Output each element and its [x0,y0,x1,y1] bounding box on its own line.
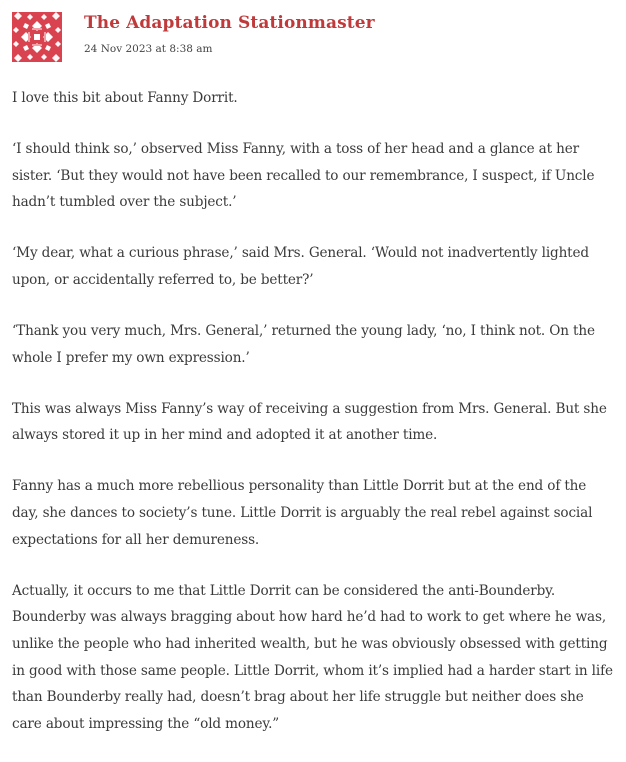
comment-paragraph: Actually, it occurs to me that Little Dorrit can be considered the anti-Bounderby. Bounderby was always bragging about how hard he’d had to work to get where he was, unlike the people who had inherited wealth, but he was obviously obsessed with getting in good with those same people. Little Dorrit, whom it’s implied had a harder start in life than Bounderby really had, doesn’t brag about her life struggle but neither does she care about impressing the “old money.” [12,582,613,732]
comment-paragraph: ‘I should think so,’ observed Miss Fanny, with a toss of her head and a glance at her sister. ‘But they would not have been recalled to our remembrance, I suspect, if Uncle hadn’t tumbled over the subject.’ [12,141,595,211]
comment-paragraph: I love this bit about Fanny Dorrit. [12,90,238,106]
comment-author-link[interactable]: The Adaptation Stationmaster [84,13,375,33]
comment [12,12,616,732]
comment-paragraph: This was always Miss Fanny’s way of receiving a suggestion from Mrs. General. But she always stored it up in her mind and adopted it at another time. [12,400,607,444]
comment-paragraph: ‘Thank you very much, Mrs. General,’ returned the young lady, ‘no, I think not. On the whole I prefer my own expression.’ [12,323,595,366]
comment-header [12,12,616,70]
comment-timestamp-link[interactable]: 24 Nov 2023 at 8:38 am [84,43,213,55]
comment-paragraph: Fanny has a much more rebellious personality than Little Dorrit but at the end of the day, she dances to society’s tune. Little Dorrit is arguably the real rebel against social expectations for all her demureness. [12,478,593,548]
comment-paragraph: ‘My dear, what a curious phrase,’ said Mrs. General. ‘Would not inadvertently lighted upon, or accidentally referred to, be better?’ [12,245,589,288]
identicon-avatar-icon[interactable] [12,12,62,62]
comment-body [12,85,616,762]
